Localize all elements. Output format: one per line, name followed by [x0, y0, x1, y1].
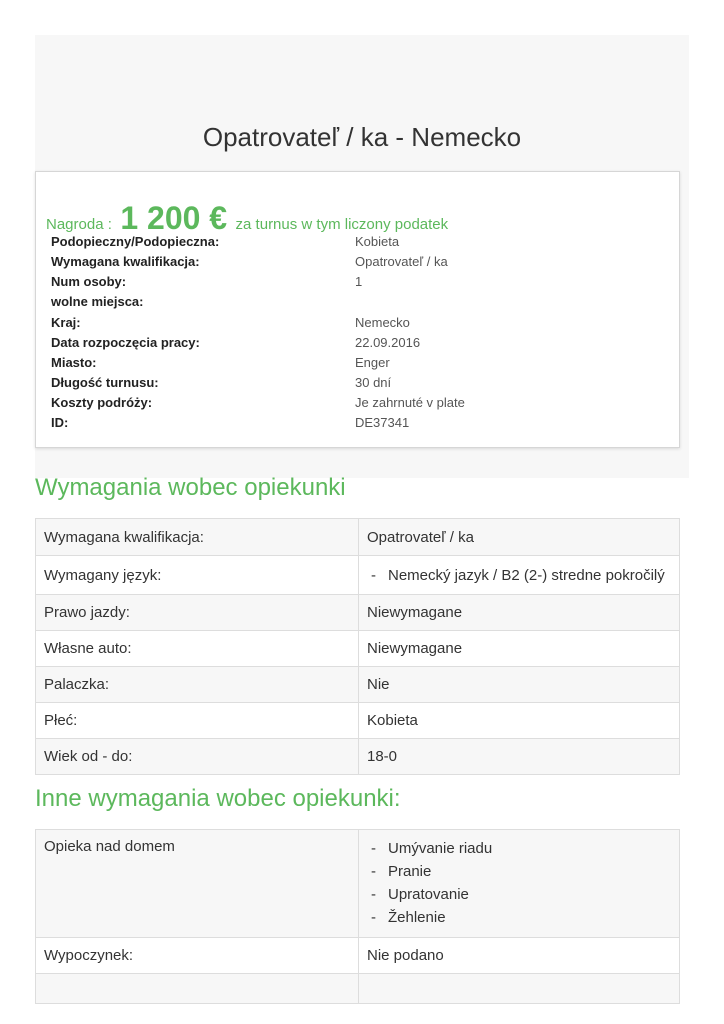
table-row	[36, 974, 680, 1004]
table-row	[36, 667, 680, 703]
requirements-heading: Wymagania wobec opiekunki	[35, 474, 346, 501]
table-cell-value: Opatrovateľ / ka	[359, 519, 680, 556]
table-cell-value	[359, 830, 680, 938]
table-cell-value: 18-0	[359, 739, 680, 775]
list-item: - Nemecký jazyk / B2 (2-) stredne pokročilý	[367, 564, 671, 587]
table-row	[36, 519, 680, 556]
table-row	[36, 595, 680, 631]
detail-value: DE37341	[355, 415, 410, 430]
table-row	[36, 938, 680, 974]
list-item: - Upratovanie	[367, 883, 671, 906]
table-cell-key	[36, 974, 359, 1004]
table-cell-key: Własne auto:	[36, 631, 359, 667]
detail-value: Enger	[355, 355, 390, 370]
detail-key: Koszty podróży:	[51, 395, 153, 410]
table-cell-key: Wymagana kwalifikacja:	[36, 519, 359, 556]
table-cell-key: Wymagany język:	[36, 556, 359, 595]
detail-key: wolne miejsca:	[51, 294, 144, 309]
table-row	[36, 556, 680, 595]
table-row	[36, 830, 680, 938]
table-cell-key: Płeć:	[36, 703, 359, 739]
other-requirements-table	[35, 829, 680, 1004]
detail-key: ID:	[51, 415, 69, 430]
table-cell-key: Opieka nad domem	[36, 830, 359, 938]
detail-key: Data rozpoczęcia pracy:	[51, 335, 200, 350]
table-cell-key: Wiek od - do:	[36, 739, 359, 775]
list-item: - Pranie	[367, 860, 671, 883]
detail-value: 1	[355, 274, 363, 289]
table-cell-value: Kobieta	[359, 703, 680, 739]
detail-value: 22.09.2016	[355, 335, 421, 350]
reward-label: Nagroda :	[46, 216, 112, 233]
detail-key: Kraj:	[51, 315, 81, 330]
list-item: - Umývanie riadu	[367, 837, 671, 860]
detail-value: Kobieta	[355, 234, 400, 249]
table-cell-value: Nie podano	[359, 938, 680, 974]
detail-value: Je zahrnuté v plate	[355, 395, 465, 410]
detail-key: Długość turnusu:	[51, 375, 159, 390]
detail-value: 30 dní	[355, 375, 392, 390]
table-cell-key: Prawo jazdy:	[36, 595, 359, 631]
table-row	[36, 739, 680, 775]
table-row	[36, 703, 680, 739]
detail-key: Podopieczny/Podopieczna:	[51, 234, 220, 249]
table-cell-value	[359, 974, 680, 1004]
table-cell-key: Wypoczynek:	[36, 938, 359, 974]
home-care-list	[367, 837, 671, 929]
table-cell-value	[359, 556, 680, 595]
detail-value: Nemecko	[355, 315, 410, 330]
table-cell-key: Palaczka:	[36, 667, 359, 703]
requirements-table	[35, 518, 680, 775]
reward-note: za turnus w tym liczony podatek	[235, 216, 449, 233]
table-cell-value: Niewymagane	[359, 631, 680, 667]
table-row	[36, 631, 680, 667]
detail-key: Wymagana kwalifikacja:	[51, 254, 200, 269]
table-cell-value: Nie	[359, 667, 680, 703]
offer-summary-card	[35, 171, 680, 448]
table-cell-value: Niewymagane	[359, 595, 680, 631]
list-item: - Žehlenie	[367, 906, 671, 929]
language-list	[367, 564, 671, 587]
other-requirements-heading: Inne wymagania wobec opiekunki:	[35, 785, 401, 812]
reward-amount: 1 200 €	[120, 200, 228, 236]
page-title: Opatrovateľ / ka - Nemecko	[202, 122, 522, 152]
detail-value: Opatrovateľ / ka	[355, 254, 448, 269]
detail-key: Num osoby:	[51, 274, 127, 289]
detail-key: Miasto:	[51, 355, 97, 370]
